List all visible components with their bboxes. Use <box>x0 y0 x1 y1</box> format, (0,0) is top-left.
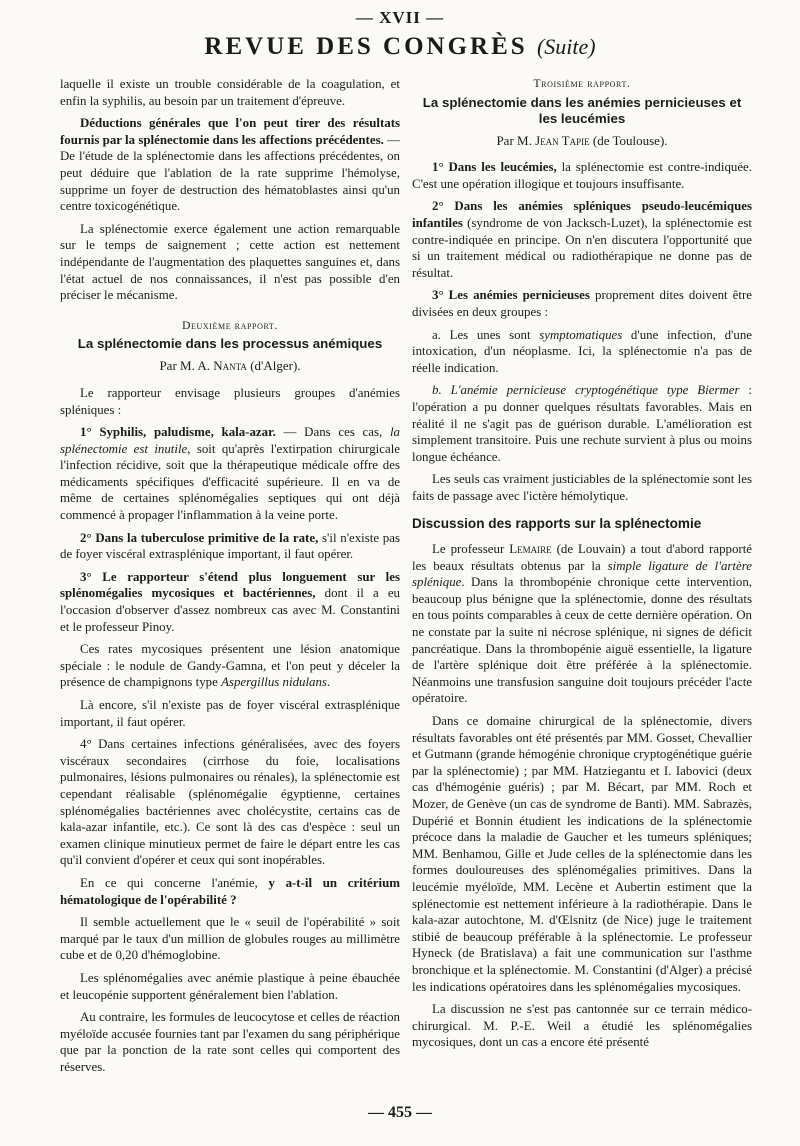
roman-folio: — XVII — <box>355 8 445 27</box>
paragraph: Là encore, s'il n'existe pas de foyer viscéral extrasplénique important, il faut opérer. <box>60 698 400 729</box>
bold-lead: 2° Dans les anémies spléniques pseudo-leucémiques infantiles <box>412 199 752 230</box>
paragraph <box>60 569 400 635</box>
paragraph-text: — Dans ces cas, <box>275 425 390 440</box>
left-column <box>60 76 400 1081</box>
paragraph: laquelle il existe un trouble considérable de la coagulation, et enfin la syphilis, au besoin par un traitement d'épreuve. <box>60 77 400 108</box>
italic-text: la splénectomie est inutile <box>60 425 400 456</box>
journal-suite: (Suite) <box>536 34 596 59</box>
paragraph-text: , soit qu'après l'extirpation chirurgicale l'infection récidive, soit que la thérapeutique médicale offre des médicaments spécifiques d'efficacité supérieure. Il en va de même de certaines splénomégalies septiques qui ont déjà commencé à propager l'inflammation à la veine porte. <box>60 441 401 523</box>
paragraph <box>412 541 752 707</box>
author-name: Jean Tapie <box>535 132 590 148</box>
paragraph: Dans ce domaine chirurgical de la splénectomie, divers résultats favorables ont été présentés par MM. Gosset, Chevallier et Gutmann (grande hémogénie chronique cryptogénétique guérie par la splénectomie) ; par MM. Hatziegantu et I. Iabovici (deux cas d'hémogénie guéris) ; par M. Bécart, par MM. Roch et Mozer, de Genève (un cas de syndrome de Banti). MM. Sabrazès, Dupérié et Bonnin étudient les indications de la splénectomie précoce dans la maladie de Gaucher et les tumeurs spléniques; MM. Benhamou, Gille et Jude celles de la splénectomie dans les formes douloureuses des splénomégalies primitives. Dans la leucémie myéloïde, MM. Lecène et Aubertin estiment que la splénectomie est nettement inférieure à la radiothérapie. Dans le kala-azar autochtone, M. d'Œlsnitz (de Nice) juge le traitement stibié de beaucoup préférable à la splénectomie. Le professeur Hyneck (de Bratislava) a fait une communication sur l'asthme bronchique et la splénectomie. M. Constantini (d'Alger) a précisé les indications opératoires dans les splénomégalies mycosiques. <box>412 714 752 994</box>
author-prefix: Par M. <box>496 132 536 148</box>
paragraph <box>60 115 400 215</box>
paragraph-text: la splénectomie est contre-indiquée. C'est une opération illogique et toujours insuffisante. <box>412 160 752 191</box>
paragraph: Le rapporteur envisage plusieurs groupes d'anémies spléniques : <box>60 385 400 417</box>
bold-lead: Déductions générales que l'on peut tirer des résultats fournis par la splénectomie dans les affections précédentes. <box>60 116 400 147</box>
section-title: La splénectomie dans les processus anémiques <box>77 336 383 352</box>
paragraph-text: dont il a eu l'occasion d'observer d'assez nombreux cas avec M. Constantini et le professeur Pinoy. <box>60 586 401 634</box>
paragraph <box>412 382 752 465</box>
bold-lead: 3° Les anémies pernicieuses <box>432 288 590 303</box>
section-author <box>60 358 400 375</box>
paragraph-text: — De l'étude de la splénectomie dans les affections précédentes, on peut déduire que l'ablation de la rate supprime l'hémolyse, supprime un foyer de destruction des hématoblastes ainsi qu'un centre toxicogénétique. <box>60 132 400 214</box>
paragraph <box>412 198 752 281</box>
bold-lead: 1° Dans les leucémies, <box>432 160 557 175</box>
bold-lead: 2° Dans la tuberculose primitive de la rate, <box>80 530 319 545</box>
italic-text: simple ligature de l'artère splénique <box>412 558 752 590</box>
paragraph-text: En ce qui concerne l'anémie, <box>80 875 269 890</box>
author-prefix: Par M. A. <box>159 358 214 374</box>
paragraph-text: . <box>326 675 331 690</box>
paragraph: Les splénomégalies avec anémie plastique à peine ébauchée et leucopénie supportent généralement bien l'ablation. <box>60 970 400 1002</box>
section-kicker: Troisième rapport. <box>533 78 631 90</box>
paragraph: La discussion ne s'est pas cantonnée sur ce terrain médico-chirurgical. M. P.-E. Weil a étudié les splénomégalies mycosiques, dont un cas a encore été présenté <box>412 1002 752 1050</box>
section-title: La splénectomie dans les anémies pernicieuses et les leucémies <box>422 94 742 126</box>
paragraph: La splénectomie exerce également une action remarquable sur le temps de saignement ; cette action est nettement indépendante de l'augmentation des plaquettes sanguines et, dans l'état actuel de nos connaissances, il n'est pas possible d'en préciser le mécanisme. <box>60 221 400 303</box>
page-number: — 455 — <box>368 1104 432 1121</box>
author-suffix: (d'Alger). <box>246 358 301 374</box>
paragraph: Au contraire, les formules de leucocytose et celles de réaction myéloïde accusée fournies tant par l'examen du sang périphérique que par la ponction de la rate sont celles qui comportent des réserves. <box>60 1010 400 1074</box>
paragraph-text: s'il n'existe pas de foyer viscéral extrasplénique important, il faut opérer. <box>60 530 400 562</box>
person-name: Lemaire <box>509 542 552 557</box>
bold-lead: y a-t-il un critérium hématologique de l'opérabilité ? <box>60 875 400 907</box>
paragraph <box>60 424 400 524</box>
paragraph-text: proprement dites doivent être divisées en deux groupes : <box>412 288 752 319</box>
paragraph <box>60 875 400 908</box>
paragraph: 4° Dans certaines infections généralisées, avec des foyers viscéraux secondaires (cirrhose du foie, localisations pulmonaires, lésions pulmonaires ou rénales), la splénectomie est cependant réalisable (splénomégalie égyptienne, certaines splénomégalies bactériennes avec cholécystite, certains cas de kala-azar infantile, etc.). Ce sont là des cas d'espèce : seul un examen clinique minutieux permet de faire le départ entre les cas qu'il convient d'opérer et ceux qui sont inopérables. <box>60 737 400 868</box>
section-author <box>412 133 752 150</box>
paragraph <box>412 159 752 192</box>
paragraph <box>412 287 752 320</box>
paragraph-text: : l'opération a pu donner quelques résultats favorables. Mais en réalité il ne s'agit pas de guérison durable. L'amélioration est simplement transitoire. Puis une rechute survient à plus ou moins longue échéance. <box>412 383 752 464</box>
journal-header <box>0 33 800 61</box>
paragraph <box>60 641 400 691</box>
paragraph-text: a. Les unes sont <box>432 327 540 342</box>
paragraph-text: (syndrome de von Jacksch-Luzet), la splénectomie est contre-indiquée en principe. On n'en discutera l'opportunité que si un traitement médical ou radiothérapique ne donne pas de résultat. <box>412 215 752 280</box>
paragraph-text: Ces rates mycosiques présentent une lésion anatomique spéciale : le nodule de Gandy-Gamna, et l'on peut y déceler la présence de champignons type <box>60 642 400 690</box>
paragraph-text: d'une infection, d'une intoxication, d'un néoplasme. Ici, la splénectomie n'a pas de réelle indication. <box>412 327 752 375</box>
bold-lead: 1° Syphilis, paludisme, kala-azar. <box>80 425 276 440</box>
paragraph: Il semble actuellement que le « seuil de l'opérabilité » soit marqué par le taux d'un million de globules rouges au millimètre cube et de 0,20 d'hémoglobine. <box>60 915 400 963</box>
section-kicker: Deuxième rapport. <box>182 319 278 332</box>
bold-lead: 3° Le rapporteur s'étend plus longuement sur les splénomégalies mycosiques et bactériennes, <box>60 569 400 601</box>
paragraph: Les seuls cas vraiment justiciables de la splénectomie sont les faits de passage avec l'ictère hémolytique. <box>412 472 752 503</box>
paragraph <box>412 327 752 377</box>
author-suffix: (de Toulouse). <box>589 132 668 148</box>
author-name: Nanta <box>213 358 247 374</box>
italic-text: b. L'anémie pernicieuse cryptogénétique type Biermer <box>432 383 740 398</box>
paragraph-text: Le professeur <box>432 542 510 557</box>
paragraph-text: (de Louvain) a tout d'abord rapporté les beaux résultats obtenus par la <box>412 542 752 573</box>
discussion-title: Discussion des rapports sur la splénectomie <box>412 516 702 532</box>
journal-title: REVUE DES CONGRÈS <box>204 33 528 60</box>
right-column <box>412 76 752 1057</box>
italic-text: symptomatiques <box>539 327 623 342</box>
italic-text: Aspergillus nidulans <box>221 675 327 690</box>
paragraph <box>60 530 400 563</box>
paragraph-text: . Dans la thrombopénie chronique cette intervention, beaucoup plus bénigne que la splénectomie, donne des résultats en tous points comparables à ceux de cette dernière opération. On ne constate par la suite ni nécrose splénique, ni signes de déficit pancréatique. Dans la thrombopénie aiguë essentielle, la ligature de l'artère splénique doit être préférée à la splénectomie. Néanmoins une transfusion sanguine doit toujours précéder l'acte opératoire. <box>412 575 752 706</box>
